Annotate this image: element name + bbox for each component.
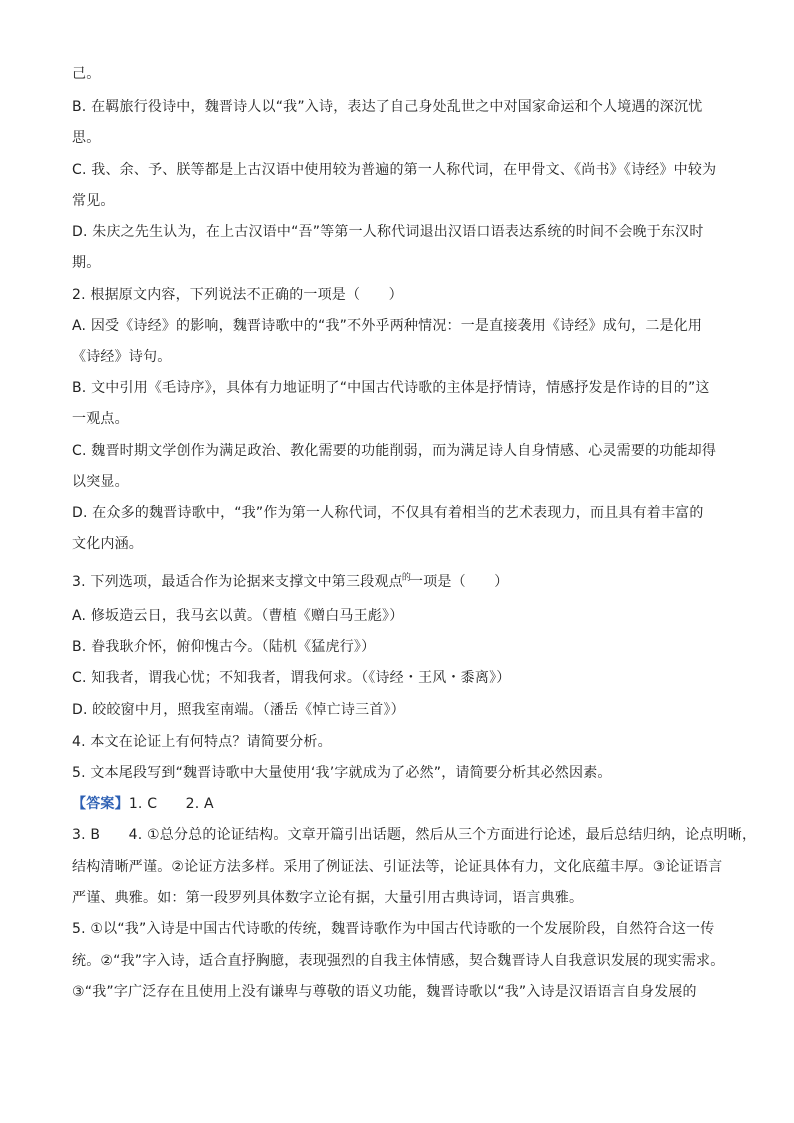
question-5: 5. 文本尾段写到“魏晋诗歌中大量使用‘我’字就成为了必然”，请简要分析其必然因素。 [72, 765, 612, 781]
question-4: 4. 本文在论证上有何特点？请简要分析。 [72, 734, 332, 750]
text-line: 期。 [72, 255, 101, 271]
answer-line [72, 794, 732, 814]
answer-text: 严谨、典雅。如：第一段罗列具体数字立论有据，大量引用古典诗词，语言典雅。 [72, 890, 584, 906]
option-b-text: B. 在羁旅行役诗中，魏晋诗人以“我”入诗，表达了自己身处乱世之中对国家命运和个人境遇的深沉忧 [72, 99, 703, 115]
q2-option-d: D. 在众多的魏晋诗歌中，“我”作为第一人称代词，不仅具有着相当的艺术表现力，而且具有着丰富的 [72, 505, 704, 521]
q3-text-end: 一项是（ ） [409, 574, 509, 590]
q3-small-char: 的 [401, 573, 412, 583]
text-line: 己。 [72, 66, 101, 82]
answer-text: 3. B 4. ①总分总的论证结构。文章开篇引出话题，然后从三个方面进行论述，最后总结归纳，论点明晰， [72, 827, 757, 843]
option-c-text: C. 我、余、予、朕等都是上古汉语中使用较为普遍的第一人称代词，在甲骨文、《尚书》《诗经》中较为 [72, 162, 717, 178]
text-line: 常见。 [72, 193, 115, 209]
answer-text: 统。②“我”字入诗，适合直抒胸臆，表现强烈的自我主体情感，契合魏晋诗人自我意识发展的现实需求。 [72, 953, 725, 969]
answer-text: 5. ①以“我”入诗是中国古代诗歌的传统，魏晋诗歌作为中国古代诗歌的一个发展阶段，自然符合这一传 [72, 921, 715, 937]
text-line: 文化内涵。 [72, 536, 143, 552]
answer-text: 1. C 2. A [128, 796, 214, 812]
q3-option-c: C. 知我者，谓我心忧；不知我者，谓我何求。（《诗经・王风・黍离》） [72, 670, 511, 686]
text-line: 以突显。 [72, 474, 129, 490]
text-line: 一观点。 [72, 411, 129, 427]
q3-option-a: A. 修坂造云日，我马玄以黄。（曹植《赠白马王彪》） [72, 608, 404, 624]
answer-text: ③“我”字广泛存在且使用上没有谦卑与尊敬的语义功能，魏晋诗歌以“我”入诗是汉语语言自身发展的 [72, 984, 697, 1000]
question-2: 2. 根据原文内容，下列说法不正确的一项是（ ） [72, 287, 403, 303]
q3-option-d: D. 皎皎窗中月，照我室南端。（潘岳《悼亡诗三首》） [72, 702, 405, 718]
q2-option-b: B. 文中引用《毛诗序》，具体有力地证明了“中国古代诗歌的主体是抒情诗，情感抒发是作诗的目的”这 [72, 380, 710, 396]
text-line: 《诗经》诗句。 [72, 349, 172, 365]
question-3 [72, 572, 732, 594]
q2-option-c: C. 魏晋时期文学创作为满足政治、教化需要的功能削弱，而为满足诗人自身情感、心灵需要的功能却得 [72, 443, 717, 459]
q3-text-start: 3. 下列选项，最适合作为论据来支撑文中第三段观点 [72, 574, 403, 590]
answer-text: 结构清晰严谨。②论证方法多样。采用了例证法、引证法等，论证具体有力，文化底蕴丰厚。③论证语言 [72, 859, 723, 875]
q3-option-b: B. 眷我耿介怀，俯仰愧古今。（陆机《猛虎行》） [72, 639, 376, 655]
text-line: 思。 [72, 130, 101, 146]
q2-option-a: A. 因受《诗经》的影响，魏晋诗歌中的“我”不外乎两种情况：一是直接袭用《诗经》成句，二是化用 [72, 318, 703, 334]
answer-label: 【答案】 [72, 796, 129, 812]
option-d-text: D. 朱庆之先生认为，在上古汉语中“吾”等第一人称代词退出汉语口语表达系统的时间不会晚于东汉时 [72, 224, 704, 240]
